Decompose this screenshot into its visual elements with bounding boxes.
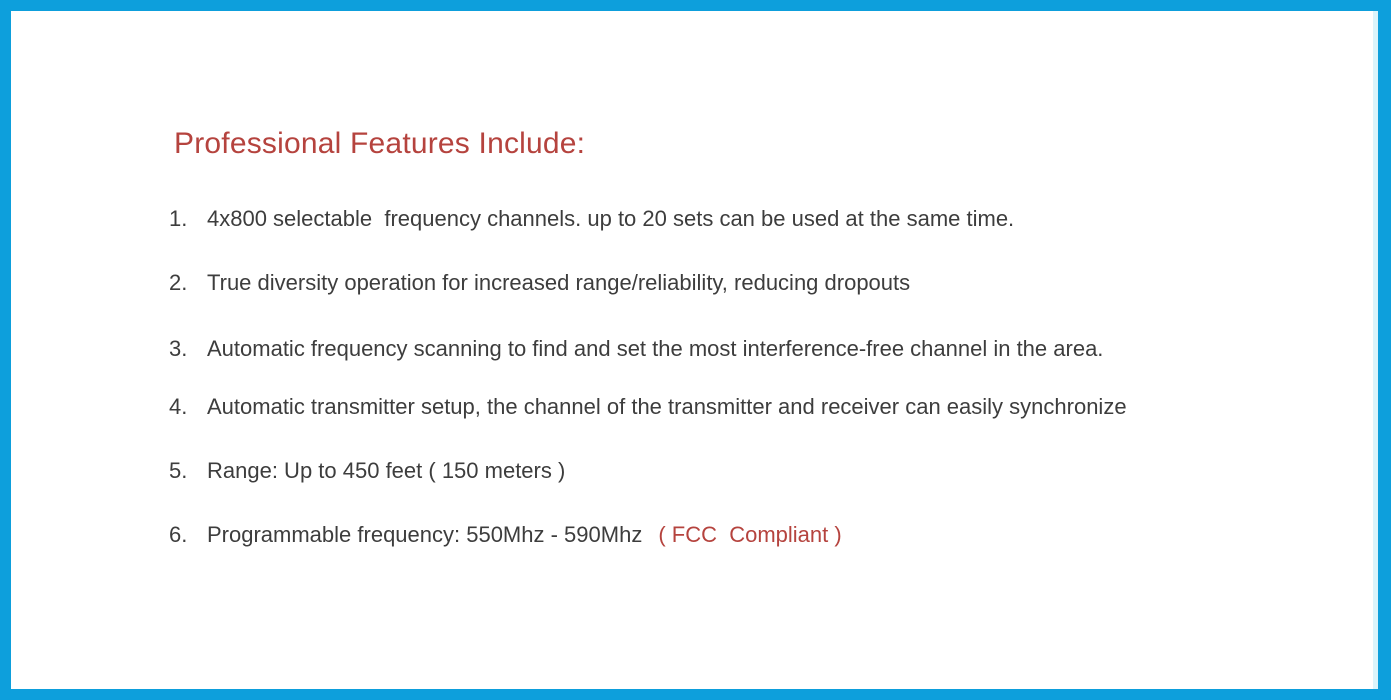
list-item-number: 2. [169,270,188,295]
list-item-text: Automatic transmitter setup, the channel of the transmitter and receiver can easily synchronize [207,394,1127,419]
list-item-number: 6. [169,522,188,547]
list-item [169,456,565,486]
list-item-number: 3. [169,336,188,361]
list-item-text: Programmable frequency: 550Mhz - 590Mhz [207,522,643,547]
page-title: Professional Features Include: [174,127,586,160]
list-item-text: Range: Up to 450 feet ( 150 meters ) [207,458,566,483]
list-item-number: 4. [169,394,188,419]
list-item-number: 5. [169,458,188,483]
list-item [169,392,1127,422]
list-item-text: Automatic frequency scanning to find and set the most interference-free channel in the area. [207,336,1104,361]
list-item-text: 4x800 selectable frequency channels. up to 20 sets can be used at the same time. [207,206,1015,231]
fcc-compliant-note: ( FCC Compliant ) [658,522,842,547]
list-item [169,268,910,298]
list-item [169,520,842,550]
list-item-text: True diversity operation for increased range/reliability, reducing dropouts [207,270,911,295]
list-item-number: 1. [169,206,188,231]
list-item [169,334,1103,364]
list-item [169,204,1014,234]
